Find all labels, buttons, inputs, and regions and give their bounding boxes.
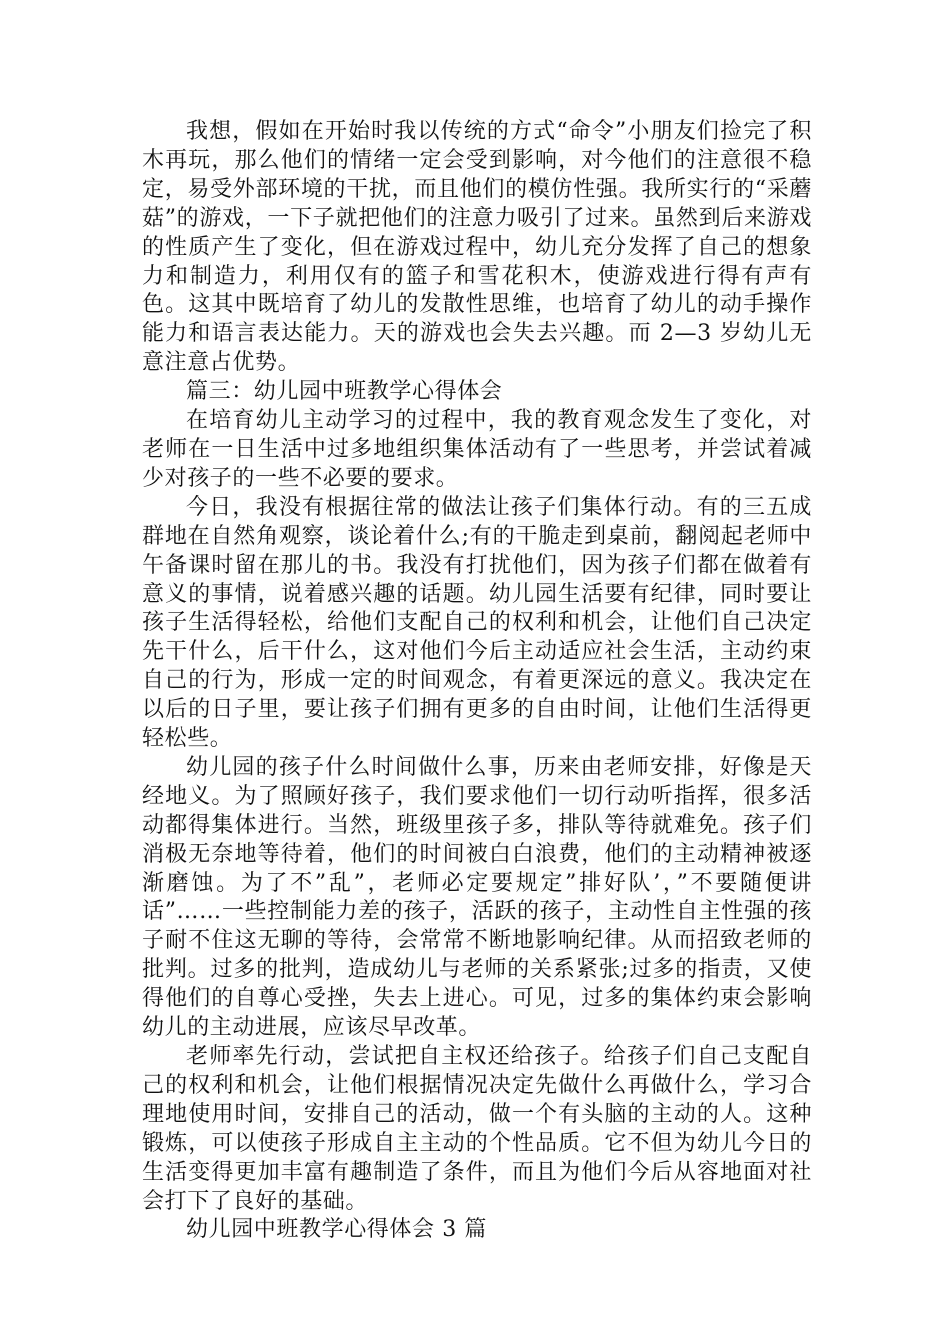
paragraph-teaching-concept: 在培育幼儿主动学习的过程中，我的教育观念发生了变化，对老师在一日生活中过多地组织集体活动有了一些思考，并尝试着减少对孩子的一些不必要的要求。 <box>142 408 812 491</box>
paragraph-today-free-activity: 今日，我没有根据往常的做法让孩子们集体行动。有的三五成群地在自然角观察，谈论着什么;有的干脆走到桌前，翻阅起老师中午备课时留在那儿的书。我没有打扰他们，因为孩子们都在做着有意义的事情，说着感兴趣的话题。幼儿园生活要有纪律，同时要让孩子生活得轻松，给他们支配自己的权利和机会，让他们自己决定先干什么，后干什么，这对他们今后主动适应社会生活，主动约束自己的行为，形成一定的时间观念，有着更深远的意义。我决定在以后的日子里，要让孩子们拥有更多的自由时间，让他们生活得更轻松些。 <box>142 494 812 752</box>
section-heading-part-three: 篇三：幼儿园中班教学心得体会 <box>186 379 503 405</box>
document-body <box>142 118 812 1245</box>
paragraph-return-autonomy: 老师率先行动，尝试把自主权还给孩子。给孩子们自己支配自己的权利和机会，让他们根据情况决定先做什么再做什么，学习合理地使用时间，安排自己的活动，做一个有头脑的主动的人。这种锻炼，可以使孩子形成自主主动的个性品质。它不但为幼儿今日的生活变得更加丰富有趣制造了条件，而且为他们今后从容地面对社会打下了良好的基础。 <box>142 1044 812 1214</box>
document-title-footer: 幼儿园中班教学心得体会 3 篇 <box>186 1217 487 1243</box>
paragraph-collective-constraints: 幼儿园的孩子什么时间做什么事，历来由老师安排，好像是天经地义。为了照顾好孩子，我们要求他们一切行动听指挥，很多活动都得集体进行。当然，班级里孩子多，排队等待就难免。孩子们消极无奈地等待着，他们的时间被白白浪费，他们的主动精神被逐渐磨蚀。为了不”乱”，老师必定要规定”排好队’，”不要随便讲话”……一些控制能力差的孩子，活跃的孩子，主动性自主性强的孩子耐不住这无聊的等待，会常常不断地影响纪律。从而招致老师的批判。过多的批判，造成幼儿与老师的关系紧张;过多的指责，又使得他们的自尊心受挫，失去上进心。可见，过多的集体约束会影响幼儿的主动进展，应该尽早改革。 <box>142 754 812 1041</box>
paragraph-game-reflection: 我想，假如在开始时我以传统的方式“命令”小朋友们捡完了积木再玩，那么他们的情绪一定会受到影响，对今他们的注意很不稳定，易受外部环境的干扰，而且他们的模仿性强。我所实行的“采蘑菇”的游戏，一下子就把他们的注意力吸引了过来。虽然到后来游戏的性质产生了变化，但在游戏过程中，幼儿充分发挥了自己的想象力和制造力，利用仅有的篮子和雪花积木，使游戏进行得有声有色。这其中既培育了幼儿的发散性思维，也培育了幼儿的动手操作能力和语言表达能力。天的游戏也会失去兴趣。而 2—3 岁幼儿无意注意占优势。 <box>142 119 812 376</box>
